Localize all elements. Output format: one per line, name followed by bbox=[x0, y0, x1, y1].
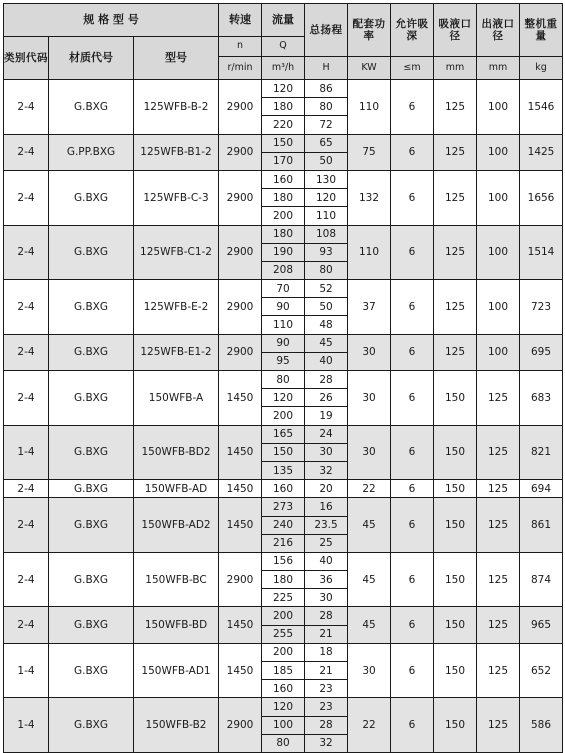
outlet-cell: 100 bbox=[477, 280, 520, 335]
flow-cell: 208 bbox=[262, 261, 305, 279]
suction-header: 允许吸深 bbox=[391, 4, 434, 57]
head-cell: 23 bbox=[305, 698, 348, 716]
category-cell: 2-4 bbox=[4, 552, 49, 607]
head-cell: 25 bbox=[305, 534, 348, 552]
inlet-cell: 150 bbox=[434, 552, 477, 607]
outlet-cell: 125 bbox=[477, 371, 520, 426]
category-cell: 2-4 bbox=[4, 607, 49, 643]
head-cell: 24 bbox=[305, 425, 348, 443]
head-cell: 120 bbox=[305, 189, 348, 207]
table-row bbox=[4, 280, 563, 298]
weight-cell: 1514 bbox=[520, 225, 563, 280]
suction-cell: 6 bbox=[391, 334, 434, 370]
category-cell: 2-4 bbox=[4, 280, 49, 335]
speed-header: 转速 bbox=[219, 4, 262, 37]
speed-cell: 2900 bbox=[219, 334, 262, 370]
table-row bbox=[4, 498, 563, 516]
table-row bbox=[4, 334, 563, 352]
flow-cell: 90 bbox=[262, 298, 305, 316]
material-cell: G.BXG bbox=[49, 498, 134, 553]
model-cell: 150WFB-AD bbox=[134, 480, 219, 498]
inlet-cell: 125 bbox=[434, 134, 477, 170]
flow-cell: 165 bbox=[262, 425, 305, 443]
model-cell: 125WFB-C1-2 bbox=[134, 225, 219, 280]
outlet-cell: 125 bbox=[477, 698, 520, 753]
outlet-cell: 125 bbox=[477, 643, 520, 698]
suction-cell: 6 bbox=[391, 170, 434, 225]
model-cell: 150WFB-AD1 bbox=[134, 643, 219, 698]
power-cell: 132 bbox=[348, 170, 391, 225]
material-cell: G.BXG bbox=[49, 480, 134, 498]
table-row bbox=[4, 134, 563, 152]
category-cell: 2-4 bbox=[4, 170, 49, 225]
flow-header: 流量 bbox=[262, 4, 305, 37]
outlet-cell: 100 bbox=[477, 225, 520, 280]
table-row bbox=[4, 80, 563, 98]
head-cell: 48 bbox=[305, 316, 348, 334]
material-cell: G.BXG bbox=[49, 552, 134, 607]
power-cell: 45 bbox=[348, 498, 391, 553]
table-row bbox=[4, 425, 563, 443]
outlet-cell: 100 bbox=[477, 80, 520, 135]
head-unit: H bbox=[305, 57, 348, 80]
suction-cell: 6 bbox=[391, 280, 434, 335]
inlet-unit: mm bbox=[434, 57, 477, 80]
material-cell: G.BXG bbox=[49, 371, 134, 426]
model-cell: 125WFB-E-2 bbox=[134, 280, 219, 335]
flow-cell: 180 bbox=[262, 225, 305, 243]
table-row bbox=[4, 170, 563, 188]
material-cell: G.BXG bbox=[49, 607, 134, 643]
head-cell: 30 bbox=[305, 589, 348, 607]
weight-cell: 695 bbox=[520, 334, 563, 370]
category-cell: 2-4 bbox=[4, 225, 49, 280]
weight-cell: 821 bbox=[520, 425, 563, 480]
power-cell: 110 bbox=[348, 225, 391, 280]
suction-unit: ≤m bbox=[391, 57, 434, 80]
flow-cell: 160 bbox=[262, 170, 305, 188]
table-row bbox=[4, 225, 563, 243]
flow-cell: 160 bbox=[262, 680, 305, 698]
weight-cell: 1546 bbox=[520, 80, 563, 135]
material-cell: G.BXG bbox=[49, 334, 134, 370]
model-header: 型号 bbox=[134, 37, 219, 80]
weight-cell: 694 bbox=[520, 480, 563, 498]
suction-cell: 6 bbox=[391, 225, 434, 280]
flow-cell: 120 bbox=[262, 698, 305, 716]
inlet-cell: 125 bbox=[434, 280, 477, 335]
material-cell: G.BXG bbox=[49, 280, 134, 335]
inlet-header: 吸液口径 bbox=[434, 4, 477, 57]
inlet-cell: 150 bbox=[434, 480, 477, 498]
head-cell: 32 bbox=[305, 461, 348, 479]
pump-spec-table bbox=[3, 3, 563, 753]
suction-cell: 6 bbox=[391, 80, 434, 135]
flow-cell: 200 bbox=[262, 607, 305, 625]
model-cell: 125WFB-E1-2 bbox=[134, 334, 219, 370]
material-cell: G.PP.BXG bbox=[49, 134, 134, 170]
head-cell: 93 bbox=[305, 243, 348, 261]
suction-cell: 6 bbox=[391, 480, 434, 498]
head-cell: 80 bbox=[305, 261, 348, 279]
flow-cell: 150 bbox=[262, 443, 305, 461]
outlet-cell: 100 bbox=[477, 170, 520, 225]
weight-cell: 1656 bbox=[520, 170, 563, 225]
weight-header: 整机重量 bbox=[520, 4, 563, 57]
inlet-cell: 125 bbox=[434, 334, 477, 370]
flow-cell: 135 bbox=[262, 461, 305, 479]
head-cell: 40 bbox=[305, 552, 348, 570]
power-cell: 22 bbox=[348, 480, 391, 498]
suction-cell: 6 bbox=[391, 607, 434, 643]
weight-unit: kg bbox=[520, 57, 563, 80]
flow-cell: 273 bbox=[262, 498, 305, 516]
outlet-header: 出液口径 bbox=[477, 4, 520, 57]
power-cell: 30 bbox=[348, 643, 391, 698]
speed-cell: 1450 bbox=[219, 480, 262, 498]
weight-cell: 861 bbox=[520, 498, 563, 553]
table-row bbox=[4, 480, 563, 498]
speed-cell: 2900 bbox=[219, 552, 262, 607]
inlet-cell: 125 bbox=[434, 80, 477, 135]
head-cell: 32 bbox=[305, 734, 348, 752]
model-cell: 150WFB-B2 bbox=[134, 698, 219, 753]
flow-cell: 216 bbox=[262, 534, 305, 552]
material-cell: G.BXG bbox=[49, 170, 134, 225]
power-cell: 22 bbox=[348, 698, 391, 753]
head-cell: 23.5 bbox=[305, 516, 348, 534]
head-cell: 45 bbox=[305, 334, 348, 352]
flow-cell: 150 bbox=[262, 134, 305, 152]
table-row bbox=[4, 643, 563, 661]
table-row bbox=[4, 371, 563, 389]
speed-cell: 1450 bbox=[219, 371, 262, 426]
category-cell: 2-4 bbox=[4, 80, 49, 135]
suction-cell: 6 bbox=[391, 425, 434, 480]
flow-symbol: Q bbox=[262, 37, 305, 57]
flow-cell: 70 bbox=[262, 280, 305, 298]
outlet-cell: 125 bbox=[477, 498, 520, 553]
head-cell: 86 bbox=[305, 80, 348, 98]
material-header: 材质代号 bbox=[49, 37, 134, 80]
model-cell: 150WFB-BD2 bbox=[134, 425, 219, 480]
inlet-cell: 150 bbox=[434, 371, 477, 426]
suction-cell: 6 bbox=[391, 698, 434, 753]
flow-unit: m³/h bbox=[262, 57, 305, 80]
head-cell: 21 bbox=[305, 662, 348, 680]
speed-unit: r/min bbox=[219, 57, 262, 80]
head-cell: 28 bbox=[305, 716, 348, 734]
head-cell: 130 bbox=[305, 170, 348, 188]
outlet-cell: 125 bbox=[477, 552, 520, 607]
head-cell: 19 bbox=[305, 407, 348, 425]
category-cell: 1-4 bbox=[4, 425, 49, 480]
flow-cell: 120 bbox=[262, 80, 305, 98]
inlet-cell: 125 bbox=[434, 225, 477, 280]
table-row bbox=[4, 698, 563, 716]
speed-cell: 2900 bbox=[219, 80, 262, 135]
spec-table-body bbox=[4, 80, 563, 753]
power-unit: KW bbox=[348, 57, 391, 80]
flow-cell: 100 bbox=[262, 716, 305, 734]
model-cell: 150WFB-AD2 bbox=[134, 498, 219, 553]
head-cell: 72 bbox=[305, 116, 348, 134]
flow-cell: 225 bbox=[262, 589, 305, 607]
outlet-unit: mm bbox=[477, 57, 520, 80]
head-cell: 65 bbox=[305, 134, 348, 152]
head-cell: 30 bbox=[305, 443, 348, 461]
flow-cell: 80 bbox=[262, 371, 305, 389]
speed-cell: 1450 bbox=[219, 643, 262, 698]
category-cell: 2-4 bbox=[4, 498, 49, 553]
speed-cell: 1450 bbox=[219, 498, 262, 553]
material-cell: G.BXG bbox=[49, 80, 134, 135]
head-cell: 21 bbox=[305, 625, 348, 643]
flow-cell: 180 bbox=[262, 98, 305, 116]
head-cell: 108 bbox=[305, 225, 348, 243]
head-cell: 18 bbox=[305, 643, 348, 661]
suction-cell: 6 bbox=[391, 498, 434, 553]
flow-cell: 200 bbox=[262, 643, 305, 661]
material-cell: G.BXG bbox=[49, 225, 134, 280]
model-cell: 125WFB-B-2 bbox=[134, 80, 219, 135]
material-cell: G.BXG bbox=[49, 425, 134, 480]
material-cell: G.BXG bbox=[49, 698, 134, 753]
inlet-cell: 150 bbox=[434, 607, 477, 643]
material-cell: G.BXG bbox=[49, 643, 134, 698]
head-cell: 20 bbox=[305, 480, 348, 498]
speed-cell: 2900 bbox=[219, 698, 262, 753]
outlet-cell: 125 bbox=[477, 607, 520, 643]
head-cell: 110 bbox=[305, 207, 348, 225]
head-cell: 16 bbox=[305, 498, 348, 516]
outlet-cell: 125 bbox=[477, 480, 520, 498]
power-cell: 45 bbox=[348, 607, 391, 643]
power-cell: 45 bbox=[348, 552, 391, 607]
outlet-cell: 125 bbox=[477, 425, 520, 480]
head-cell: 80 bbox=[305, 98, 348, 116]
flow-cell: 110 bbox=[262, 316, 305, 334]
head-cell: 28 bbox=[305, 371, 348, 389]
suction-cell: 6 bbox=[391, 643, 434, 698]
weight-cell: 683 bbox=[520, 371, 563, 426]
weight-cell: 723 bbox=[520, 280, 563, 335]
power-header: 配套功率 bbox=[348, 4, 391, 57]
inlet-cell: 150 bbox=[434, 698, 477, 753]
category-cell: 2-4 bbox=[4, 371, 49, 426]
weight-cell: 586 bbox=[520, 698, 563, 753]
power-cell: 30 bbox=[348, 334, 391, 370]
power-cell: 37 bbox=[348, 280, 391, 335]
model-cell: 150WFB-BD bbox=[134, 607, 219, 643]
category-cell: 2-4 bbox=[4, 480, 49, 498]
model-cell: 125WFB-C-3 bbox=[134, 170, 219, 225]
head-cell: 36 bbox=[305, 571, 348, 589]
inlet-cell: 125 bbox=[434, 170, 477, 225]
flow-cell: 180 bbox=[262, 189, 305, 207]
flow-cell: 160 bbox=[262, 480, 305, 498]
speed-cell: 1450 bbox=[219, 607, 262, 643]
flow-cell: 200 bbox=[262, 207, 305, 225]
suction-cell: 6 bbox=[391, 371, 434, 426]
inlet-cell: 150 bbox=[434, 498, 477, 553]
speed-cell: 2900 bbox=[219, 280, 262, 335]
category-header: 类别代码 bbox=[4, 37, 49, 80]
suction-cell: 6 bbox=[391, 552, 434, 607]
flow-cell: 120 bbox=[262, 389, 305, 407]
power-cell: 110 bbox=[348, 80, 391, 135]
outlet-cell: 100 bbox=[477, 134, 520, 170]
head-cell: 40 bbox=[305, 352, 348, 370]
weight-cell: 652 bbox=[520, 643, 563, 698]
weight-cell: 874 bbox=[520, 552, 563, 607]
head-cell: 26 bbox=[305, 389, 348, 407]
power-cell: 75 bbox=[348, 134, 391, 170]
inlet-cell: 150 bbox=[434, 643, 477, 698]
flow-cell: 190 bbox=[262, 243, 305, 261]
power-cell: 30 bbox=[348, 425, 391, 480]
flow-cell: 220 bbox=[262, 116, 305, 134]
category-cell: 1-4 bbox=[4, 643, 49, 698]
model-cell: 125WFB-B1-2 bbox=[134, 134, 219, 170]
flow-cell: 255 bbox=[262, 625, 305, 643]
suction-cell: 6 bbox=[391, 134, 434, 170]
flow-cell: 156 bbox=[262, 552, 305, 570]
speed-cell: 2900 bbox=[219, 134, 262, 170]
flow-cell: 240 bbox=[262, 516, 305, 534]
head-cell: 52 bbox=[305, 280, 348, 298]
head-header: 总扬程 bbox=[305, 4, 348, 57]
speed-cell: 2900 bbox=[219, 225, 262, 280]
model-cell: 150WFB-BC bbox=[134, 552, 219, 607]
category-cell: 2-4 bbox=[4, 134, 49, 170]
head-cell: 50 bbox=[305, 298, 348, 316]
flow-cell: 170 bbox=[262, 152, 305, 170]
flow-cell: 185 bbox=[262, 662, 305, 680]
head-cell: 28 bbox=[305, 607, 348, 625]
flow-cell: 90 bbox=[262, 334, 305, 352]
power-cell: 30 bbox=[348, 371, 391, 426]
speed-symbol: n bbox=[219, 37, 262, 57]
flow-cell: 80 bbox=[262, 734, 305, 752]
flow-cell: 95 bbox=[262, 352, 305, 370]
table-row bbox=[4, 552, 563, 570]
category-cell: 1-4 bbox=[4, 698, 49, 753]
outlet-cell: 100 bbox=[477, 334, 520, 370]
model-cell: 150WFB-A bbox=[134, 371, 219, 426]
flow-cell: 180 bbox=[262, 571, 305, 589]
weight-cell: 1425 bbox=[520, 134, 563, 170]
speed-cell: 1450 bbox=[219, 425, 262, 480]
flow-cell: 200 bbox=[262, 407, 305, 425]
head-cell: 50 bbox=[305, 152, 348, 170]
category-cell: 2-4 bbox=[4, 334, 49, 370]
head-cell: 23 bbox=[305, 680, 348, 698]
table-row bbox=[4, 607, 563, 625]
inlet-cell: 150 bbox=[434, 425, 477, 480]
speed-cell: 2900 bbox=[219, 170, 262, 225]
weight-cell: 965 bbox=[520, 607, 563, 643]
group-title: 规 格 型 号 bbox=[4, 4, 219, 37]
